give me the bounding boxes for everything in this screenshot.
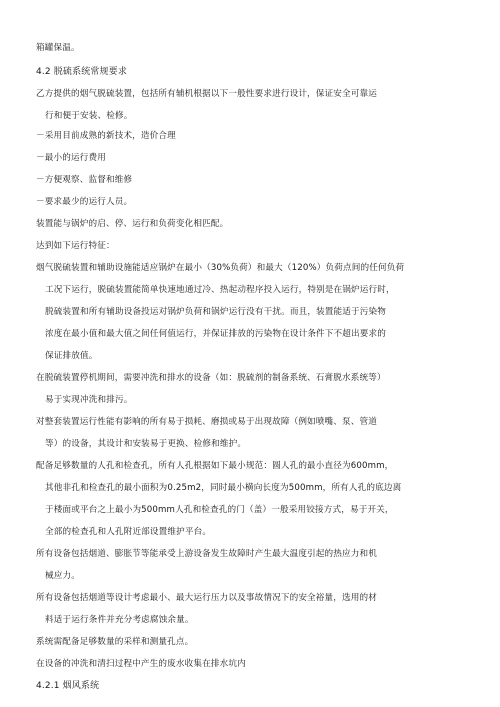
text-line: 系统需配备足够数量的采样和测量孔点。 (36, 637, 194, 647)
list-item: －方便观察、监督和维修 (36, 175, 133, 185)
text-line: 在设备的冲洗和清扫过程中产生的废水收集在排水坑内 (36, 659, 246, 669)
text-line: 乙方提供的烟气脱硫装置，包括所有辅机根据以下一般性要求进行设计，保证安全可靠运 (36, 89, 378, 99)
text-line: 在脱硫装置停机期间，需要冲洗和排水的设备（如：脱硫剂的制备系统、石膏脱水系统等） (36, 373, 386, 383)
text-line: 箱罐保温。 (36, 43, 80, 53)
text-line: 易于实现冲洗和排污。 (45, 395, 133, 405)
text-line: 保证排放值。 (45, 351, 98, 361)
text-line: 装置能与锅炉的启、停、运行和负荷变化相匹配。 (36, 219, 229, 229)
text-line: 脱硫装置和所有辅助设备投运对锅炉负荷和锅炉运行没有干扰。而且，装置能适于污染物 (45, 307, 387, 317)
text-line: 浓度在最小值和最大值之间任何值运行，并保证排放的污染物在设计条件下不超出要求的 (45, 329, 387, 339)
text-line: 烟气脱硫装置和辅助设施能适应锅炉在最小（30%负荷）和最大（120%）负荷点间的任何负荷 (36, 263, 405, 273)
text-line: 行和便于安装、检修。 (45, 111, 133, 121)
text-line: 配备足够数量的人孔和检查孔，所有人孔根据如下最小规范：圆人孔的最小直径为600mm， (36, 461, 394, 471)
text-line: 达到如下运行特征： (36, 241, 115, 251)
section-heading: 4.2 脱硫系统常规要求 (36, 67, 127, 77)
text-line: 全部的检查孔和人孔附近部设置维护平台。 (45, 527, 212, 537)
text-line: 料适于运行条件并充分考虑腐蚀余量。 (45, 615, 194, 625)
text-line: 工况下运行，脱硫装置能简单快速地通过冷、热起动程序投入运行，特别是在锅炉运行时， (45, 285, 395, 295)
list-item: －最小的运行费用 (36, 153, 106, 163)
text-line: 对整套装置运行性能有影响的所有易于损耗、磨损或易于出现故障（例如喷嘴、泵、管道 (36, 417, 378, 427)
section-heading: 4.2.1 烟风系统 (36, 681, 100, 691)
text-line: 械应力。 (45, 571, 80, 581)
text-line: 于楼面或平台之上最小为500mm人孔和检查孔的门（盖）一般采用铰接方式，易于开关， (45, 505, 394, 515)
list-item: －采用目前成熟的新技术，造价合理 (36, 131, 176, 141)
text-line: 所有设备包括烟道等设计考虑最小、最大运行压力以及事故情况下的安全裕量，选用的材 (36, 593, 378, 603)
text-line: 所有设备包括烟道、膨胀节等能承受上游设备发生故障时产生最大温度引起的热应力和机 (36, 549, 378, 559)
list-item: －要求最少的运行人员。 (36, 197, 133, 207)
text-line: 等）的设备，其设计和安装易于更换、检修和维护。 (45, 439, 247, 449)
text-line: 其他非孔和检查孔的最小面积为0.25m2，同时最小横向长度为500mm，所有人孔的底边离 (45, 483, 402, 493)
